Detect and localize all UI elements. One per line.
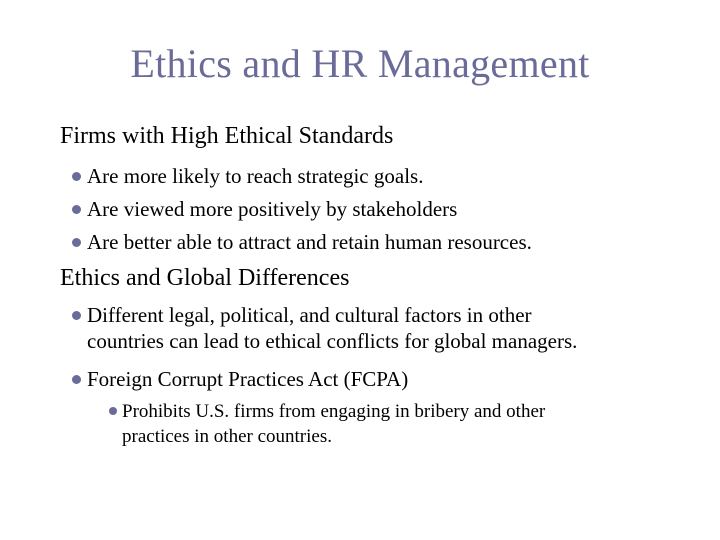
bullet-text-line: Different legal, political, and cultural factors in other xyxy=(87,303,532,327)
bullet-text-line: countries can lead to ethical conflicts for global managers. xyxy=(87,329,578,353)
bullet-text-line: practices in other countries. xyxy=(122,426,332,447)
section-heading-global-differences: Ethics and Global Differences xyxy=(60,265,350,291)
section-heading-high-ethical-standards: Firms with High Ethical Standards xyxy=(60,123,394,149)
bullet-text-line: Prohibits U.S. firms from engaging in bribery and other xyxy=(122,401,546,422)
bullet-dot-icon xyxy=(109,407,117,415)
bullet-dot-icon xyxy=(72,238,81,247)
bullet-dot-icon xyxy=(72,172,81,181)
subbullet-prohibits-bribery xyxy=(109,399,545,449)
bullet-dot-icon xyxy=(72,375,81,384)
bullet-text-line: Are viewed more positively by stakeholders xyxy=(87,197,458,221)
bullet-human-resources xyxy=(72,229,532,255)
bullet-text-line: Are more likely to reach strategic goals. xyxy=(87,164,424,188)
bullet-dot-icon xyxy=(72,311,81,320)
slide-title: Ethics and HR Management xyxy=(130,41,590,86)
bullet-strategic-goals xyxy=(72,163,423,189)
bullet-text-line: Are better able to attract and retain human resources. xyxy=(87,230,532,254)
bullet-stakeholders xyxy=(72,196,457,222)
bullet-text-line: Foreign Corrupt Practices Act (FCPA) xyxy=(87,367,409,391)
bullet-legal-political-cultural xyxy=(72,302,577,354)
bullet-dot-icon xyxy=(72,205,81,214)
bullet-fcpa xyxy=(72,366,408,392)
